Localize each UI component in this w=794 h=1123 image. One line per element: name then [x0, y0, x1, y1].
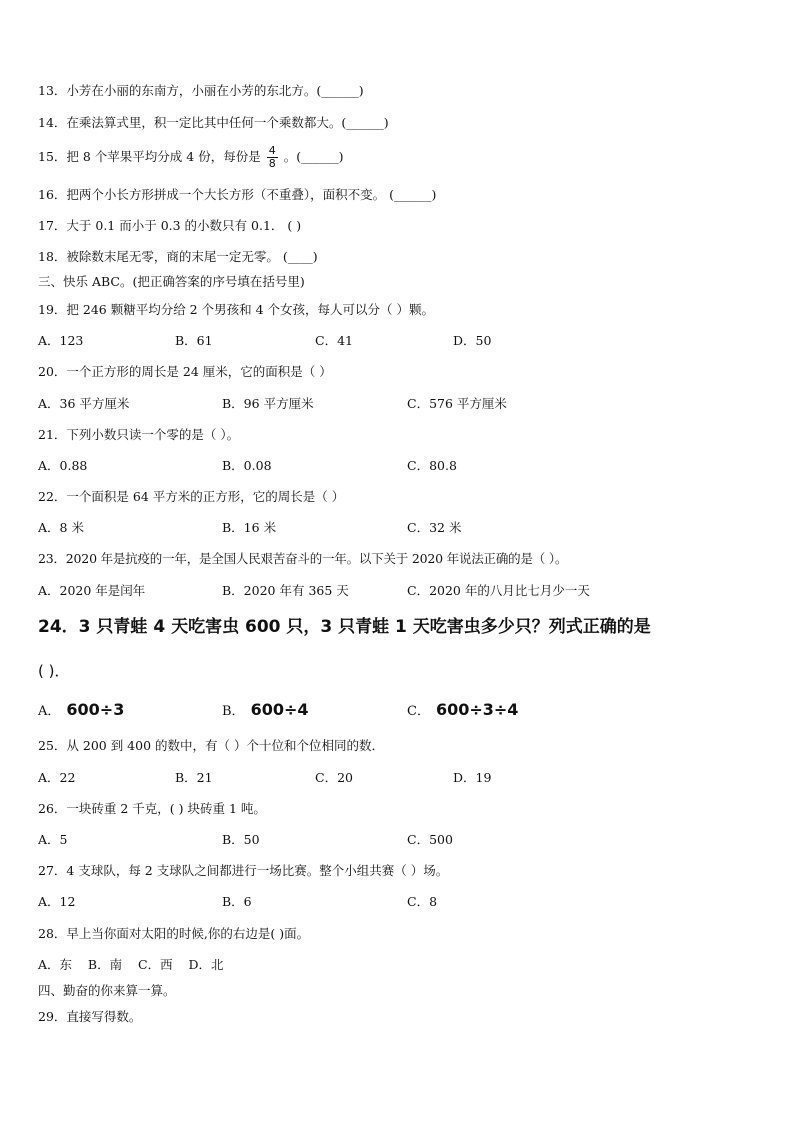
- q25-option-d: D．19: [453, 770, 492, 785]
- question-24-line-2: ( )．: [38, 662, 70, 680]
- question-15-text: 15．把 8 个苹果平均分成 4 份，每份是: [38, 149, 261, 164]
- q20-option-a: A．36 平方厘米: [38, 396, 130, 411]
- q25-option-a: A．22: [38, 770, 76, 785]
- q20-option-b: B．96 平方厘米: [222, 396, 314, 411]
- q19-option-c: C．41: [315, 333, 353, 348]
- q21-option-b: B．0.08: [222, 458, 272, 473]
- question-19: 19．把 246 颗糖平均分给 2 个男孩和 4 个女孩，每人可以分（ ）颗。: [38, 302, 434, 317]
- q27-option-a: A．12: [38, 894, 76, 909]
- question-15: [38, 142, 343, 172]
- fraction-numerator: 4: [268, 144, 276, 157]
- q25-option-c: C．20: [315, 770, 353, 785]
- q21-option-c: C．80.8: [407, 458, 457, 473]
- question-15-blank: 。(______): [283, 149, 344, 164]
- q19-option-a: A．123: [38, 333, 84, 348]
- q24-option-c-expression: 600÷3÷4: [435, 700, 519, 719]
- question-20: 20．一个正方形的周长是 24 厘米，它的面积是（ ）: [38, 364, 332, 379]
- q22-option-c: C．32 米: [407, 520, 462, 535]
- q24-option-c: [407, 701, 518, 721]
- question-18: 18．被除数末尾无零，商的末尾一定无零。 (____): [38, 249, 318, 264]
- question-22: 22．一个面积是 64 平方米的正方形，它的周长是（ ）: [38, 489, 345, 504]
- q22-option-a: A．8 米: [38, 520, 84, 535]
- question-24-line-1: 24．3 只青蛙 4 天吃害虫 600 只，3 只青蛙 1 天吃害虫多少只？列式正确的是: [38, 617, 651, 637]
- q19-option-b: B．61: [175, 333, 213, 348]
- q25-option-b: B．21: [175, 770, 213, 785]
- question-14: 14．在乘法算式里，积一定比其中任何一个乘数都大。(______): [38, 115, 389, 130]
- question-27: 27．4 支球队，每 2 支球队之间都进行一场比赛。整个小组共赛（ ）场。: [38, 863, 449, 878]
- q21-option-a: A．0.88: [38, 458, 88, 473]
- question-16: 16．把两个小长方形拼成一个大长方形（不重叠），面积不变。 (______): [38, 187, 437, 202]
- q20-option-c: C．576 平方厘米: [407, 396, 507, 411]
- fraction-4-8: [267, 145, 278, 170]
- question-17: 17．大于 0.1 而小于 0.3 的小数只有 0.1． ( ): [38, 218, 302, 233]
- q23-option-c: C．2020 年的八月比七月少一天: [407, 583, 590, 598]
- q24-option-a: [38, 701, 124, 721]
- question-26: 26．一块砖重 2 千克，( ) 块砖重 1 吨。: [38, 801, 266, 816]
- q24-option-c-letter: C．: [407, 704, 430, 719]
- q23-option-a: A．2020 年是闰年: [38, 583, 146, 598]
- q24-option-b: [222, 701, 309, 721]
- question-25: 25．从 200 到 400 的数中，有（ ）个十位和个位相同的数．: [38, 738, 384, 753]
- section-3-heading: 三、快乐 ABC。(把正确答案的序号填在括号里): [38, 274, 305, 289]
- q19-option-d: D．50: [453, 333, 492, 348]
- q22-option-b: B．16 米: [222, 520, 277, 535]
- section-4-heading: 四、勤奋的你来算一算。: [38, 983, 176, 998]
- q26-option-c: C．500: [407, 832, 453, 847]
- q24-option-b-letter: B．: [222, 704, 245, 719]
- q27-option-b: B．6: [222, 894, 252, 909]
- q27-option-c: C．8: [407, 894, 438, 909]
- q24-option-a-expression: 600÷3: [66, 700, 125, 719]
- q26-option-a: A．5: [38, 832, 68, 847]
- q24-option-a-letter: A．: [38, 704, 61, 719]
- q26-option-b: B．50: [222, 832, 260, 847]
- question-23: 23．2020 年是抗疫的一年，是全国人民艰苦奋斗的一年。以下关于 2020 年说法正确的是（ ）。: [38, 551, 568, 566]
- question-21: 21．下列小数只读一个零的是（ ）。: [38, 427, 240, 442]
- q28-options: A．东 B．南 C．西 D．北: [38, 957, 224, 972]
- q23-option-b: B．2020 年有 365 天: [222, 583, 349, 598]
- fraction-denominator: 8: [268, 157, 276, 170]
- question-28: 28．早上当你面对太阳的时候,你的右边是( )面。: [38, 926, 310, 941]
- question-29: 29．直接写得数。: [38, 1009, 142, 1024]
- question-13: 13．小芳在小丽的东南方，小丽在小芳的东北方。(______): [38, 83, 364, 98]
- q24-option-b-expression: 600÷4: [250, 700, 309, 719]
